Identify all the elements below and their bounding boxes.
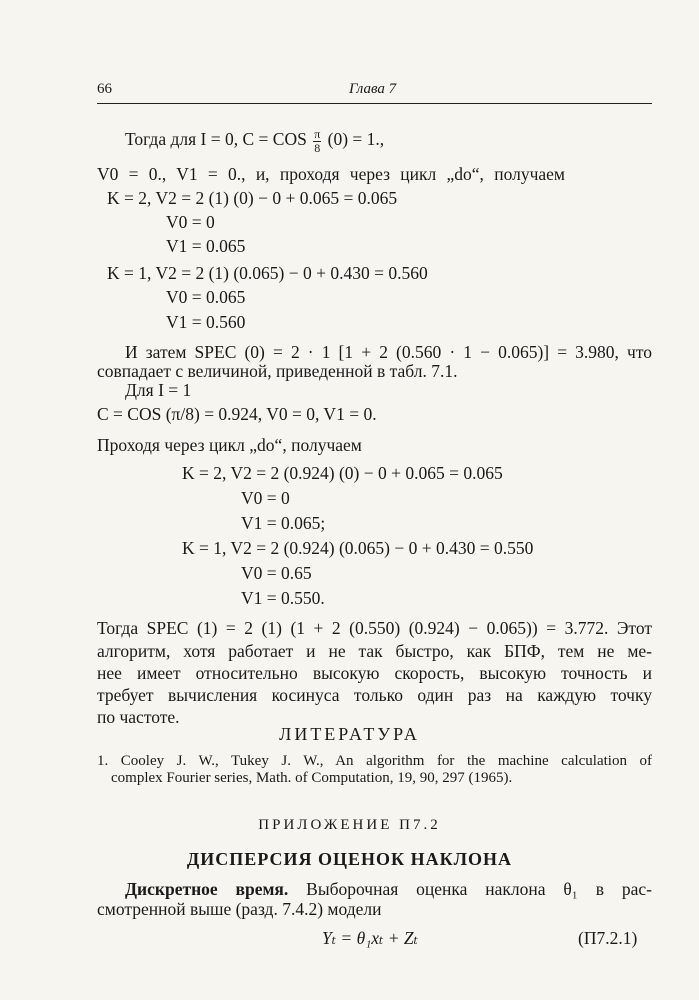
appendix-paragraph-line-1: Дискретное время. Выборочная оценка наклона θ₁ в рас- [125, 879, 652, 899]
appendix-title: ДИСПЕРСИЯ ОЦЕНОК НАКЛОНА [186, 849, 513, 869]
equation-p7-2-1: Yₜ = θ₁xₜ + Zₜ [322, 928, 418, 948]
line-v1-c: V1 = 0.065; [241, 513, 326, 533]
line-prohodya: Проходя через цикл „do“, получаем [97, 435, 362, 455]
header-rule [97, 103, 652, 104]
line-sovpadaet: совпадает с величиной, приведенной в табл. 7.1. [97, 361, 458, 381]
reference-1-line-2: complex Fourier series, Math. of Computation, 19, 90, 297 (1965). [111, 770, 513, 786]
running-head: Глава 7 [349, 81, 397, 97]
para-line-2: алгоритм, хотя работает и не так быстро, как БПФ, тем не ме- [97, 641, 652, 661]
equation-number: (П7.2.1) [578, 928, 638, 948]
appendix-label: ПРИЛОЖЕНИЕ П7.2 [258, 817, 441, 833]
para-line-4: требует вычисления косинуса только один раз на каждую точку [97, 685, 652, 705]
pi-over-8-fraction: $\frac{\pi}{8}$ [314, 127, 321, 155]
literature-heading: ЛИТЕРАТУРА [279, 724, 420, 744]
appendix-paragraph-line-2: смотренной выше (разд. 7.4.2) модели [97, 899, 382, 919]
line-cos: C = COS (π/8) = 0.924, V0 = 0, V1 = 0. [97, 404, 377, 424]
line-k2-b: K = 2, V2 = 2 (0.924) (0) − 0 + 0.065 = 0.065 [182, 463, 503, 483]
line-spec0: И затем SPEC (0) = 2 · 1 [1 + 2 (0.560 · 1 − 0.065)] = 3.980, что [125, 342, 652, 362]
line-v0-d: V0 = 0.65 [241, 563, 312, 583]
para-line-5: по частоте. [97, 707, 180, 727]
para-line-3: нее имеет относительно высокую скорость, высокую точность и [97, 663, 652, 683]
line-v1-a: V1 = 0.065 [166, 236, 246, 256]
line-v0-b: V0 = 0.065 [166, 287, 246, 307]
line-v1-d: V1 = 0.550. [241, 588, 325, 608]
term-discrete-time: Дискретное время. [125, 879, 289, 899]
line-v0-c: V0 = 0 [241, 488, 290, 508]
para-line-1: Тогда SPEC (1) = 2 (1) (1 + 2 (0.550) (0.924) − 0.065)) = 3.772. Этот [97, 618, 652, 638]
page-number: 66 [97, 81, 112, 97]
line-k2-a: K = 2, V2 = 2 (1) (0) − 0 + 0.065 = 0.065 [107, 188, 398, 208]
reference-1-line-1: 1. Cooley J. W., Tukey J. W., An algorithm for the machine calculation of [97, 753, 652, 769]
line-dlya-i1: Для I = 1 [125, 380, 192, 400]
line-tohda-i0: Тогда для I = 0, C = COS $\frac{\pi}{8}$ (0) = 1., [125, 127, 385, 155]
line-v0-v1: V0 = 0., V1 = 0., и, проходя через цикл „do“, получаем [97, 164, 565, 184]
line-k1-b: K = 1, V2 = 2 (0.924) (0.065) − 0 + 0.430 = 0.550 [182, 538, 534, 558]
line-k1-a: K = 1, V2 = 2 (1) (0.065) − 0 + 0.430 = 0.560 [107, 263, 428, 283]
line-v1-b: V1 = 0.560 [166, 312, 246, 332]
line-v0-a: V0 = 0 [166, 212, 215, 232]
